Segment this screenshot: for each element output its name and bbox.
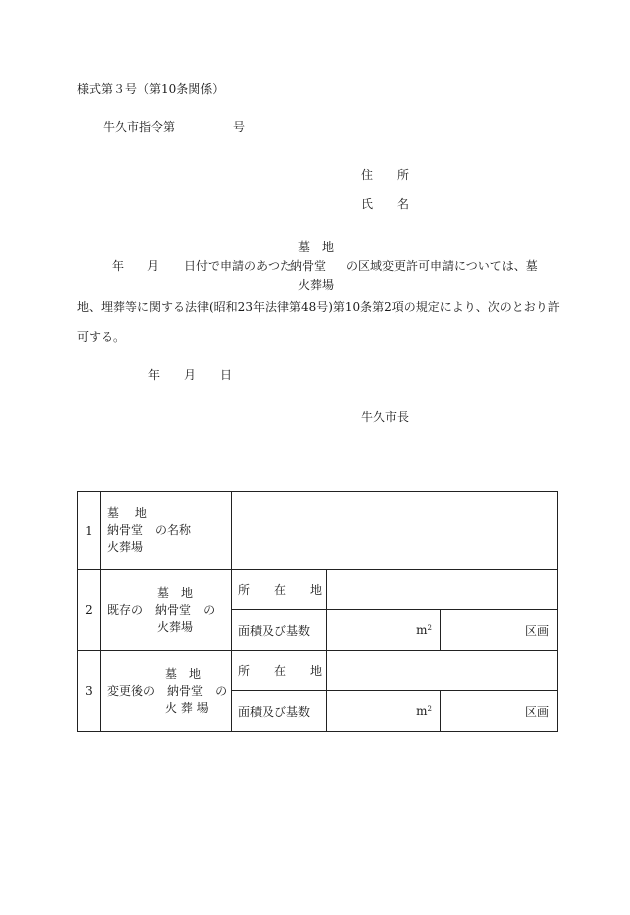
row1-option-ossuary: 納骨堂 <box>107 523 144 537</box>
row1-value <box>232 492 558 570</box>
issue-year: 年 <box>148 368 161 382</box>
body-line2: 地、埋葬等に関する法律(昭和23年法律第48号)第10条第2項の規定により、次のとおり許 <box>77 300 560 314</box>
row1-option-crematorium: 火葬場 <box>107 540 144 554</box>
body-line3: 可する。 <box>77 330 126 344</box>
row2-number: 2 <box>78 570 101 651</box>
row1-suffix: の名称 <box>155 523 192 537</box>
row3-option-ossuary: 納骨堂 <box>167 683 204 698</box>
issuer: 牛久市長 <box>361 410 410 424</box>
row3-prefix: 変更後の <box>107 683 156 698</box>
form-number: 様式第３号（第10条関係） <box>77 82 225 96</box>
row2-area-unit-sup: 2 <box>427 624 432 632</box>
date-month: 月 <box>147 259 160 273</box>
choice-option-crematorium: 火葬場 <box>298 278 335 292</box>
name-label: 氏 名 <box>361 197 410 211</box>
table-row-1 <box>78 492 558 570</box>
row2-label <box>101 570 232 651</box>
row3-number: 3 <box>78 651 101 732</box>
row2-prefix: 既存の <box>107 602 144 617</box>
row2-particle: の <box>203 602 216 617</box>
row2-option-ossuary: 納骨堂 <box>155 602 192 617</box>
table-row-3a <box>78 651 558 691</box>
body-line1-rest: の区域変更許可申請については、墓 <box>346 259 538 273</box>
row3-option-cemetery: 墓 地 <box>165 666 202 681</box>
row2-area-label: 面積及び基数 <box>232 610 327 651</box>
row3-area-unit-text: m <box>416 704 428 718</box>
directive-suffix: 号 <box>233 120 246 134</box>
row2-area-unit-text: m <box>416 623 428 637</box>
address-label: 住 所 <box>361 168 410 182</box>
row3-label <box>101 651 232 732</box>
choice-option-cemetery: 墓 地 <box>298 240 335 254</box>
row3-count-unit: 区画 <box>441 691 558 732</box>
row2-option-crematorium: 火葬場 <box>157 619 194 634</box>
row2-count-unit: 区画 <box>441 610 558 651</box>
row3-option-crematorium: 火 葬 場 <box>165 700 209 715</box>
row3-location-label: 所 在 地 <box>232 651 327 691</box>
row3-particle: の <box>215 683 228 698</box>
date-day-text: 日付で申請のあつた <box>184 259 293 273</box>
issue-month: 月 <box>184 368 197 382</box>
row3-area-label: 面積及び基数 <box>232 691 327 732</box>
row3-area-unit-sup: 2 <box>427 705 432 713</box>
row1-label <box>101 492 232 570</box>
date-year: 年 <box>112 259 125 273</box>
row1-option-cemetery: 墓 地 <box>107 506 147 520</box>
choice-option-ossuary: 納骨堂 <box>290 259 327 273</box>
table-row-2a <box>78 570 558 610</box>
row2-area-unit <box>327 610 441 651</box>
issue-day: 日 <box>220 368 233 382</box>
row2-location-label: 所 在 地 <box>232 570 327 610</box>
row2-option-cemetery: 墓 地 <box>157 585 194 600</box>
directive-prefix: 牛久市指令第 <box>103 120 176 134</box>
permit-table <box>77 491 558 732</box>
row2-location-value <box>327 570 558 610</box>
row3-area-unit <box>327 691 441 732</box>
row1-number: 1 <box>78 492 101 570</box>
row3-location-value <box>327 651 558 691</box>
